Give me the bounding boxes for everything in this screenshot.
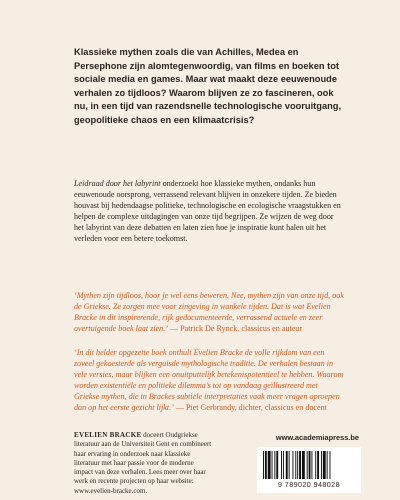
publisher-website: www.academiapress.be [275, 433, 359, 442]
isbn-number: 9 789020 948028 [257, 480, 361, 489]
author-name: EVELIEN BRACKE [74, 431, 142, 439]
description-text: onderzoekt hoe klassieke mythen, ondanks hun eeuwenoude oorsprong, verrassend relevant blijven in onzekere tijden. Ze bieden houvast bij hedendaagse politieke, technologische en ecologische vraagstukken en helpen de complexe uitdagingen van onze tijd begrijpen. Ze wijzen de weg door het labyrint van deze debatten en laten zien hoe je inspiratie kunt halen uit het verleden voor een betere toekomst. [74, 179, 341, 243]
review-quote-1-text: ‘Mythen zijn tijdloos, hoor je wel eens beweren. Nee, mythen zijn van onze tijd, ook de Griekse. Ze zorgen mee voor zingeving in wankele tijden. Dat is wat Evelien Bracke in dit inspirerende, rijk gedocumenteerde, verrassend actuele en zeer overtuigende boek laat zien.’ [74, 291, 344, 333]
author-bio-text: doceert Oudgriekse literatuur aan de Universiteit Gent en combineert haar ervaring in onderzoek naar klassieke literatuur met haar passie voor de moderne impact van deze verhalen. Lees meer over haar werk en recente projecten op haar website: www.evelien-bracke.com. [74, 431, 212, 495]
review-quote-2-text: ‘In dit helder opgezette boek onthult Evelien Bracke de volle rijkdom van een zoveel gekoesterde als verguisde mythologische traditie. De verhalen bestaan in vele versies, maar blijken een onuitputtelijk betekenispotentieel te hebben. Waarom worden existentiële en politieke dilemma’s tot op vandaag geïllustreerd met Griekse mythen, die in Brackes subtiele interpretaties vaak meer vragen oproepen dan op het eerste gezicht lijkt.’ [74, 348, 344, 412]
review-quote-1 [74, 290, 344, 334]
review-quote-2-attribution: — Piet Gerbrandy, dichter, classicus en docent [173, 403, 327, 412]
barcode-bars [257, 447, 361, 481]
description-paragraph [74, 179, 344, 244]
book-title: Leidraad door het labyrint [74, 179, 161, 188]
review-quote-1-attribution: — Patrick De Rynck, classicus en auteur [167, 324, 303, 333]
review-quote-2 [74, 347, 344, 413]
intro-paragraph: Klassieke mythen zoals die van Achilles, Medea en Persephone zijn alomtegenwoordig, van films en boeken tot sociale media en games. Maar wat maakt deze eeuwenoude verhalen zo tijdloos? Waarom blijven ze zo fascineren, ook nu, in een tijd van razendsnelle technologische vooruitgang, geopolitieke chaos en een klimaatcrisis? [74, 47, 342, 125]
author-bio [74, 431, 214, 496]
